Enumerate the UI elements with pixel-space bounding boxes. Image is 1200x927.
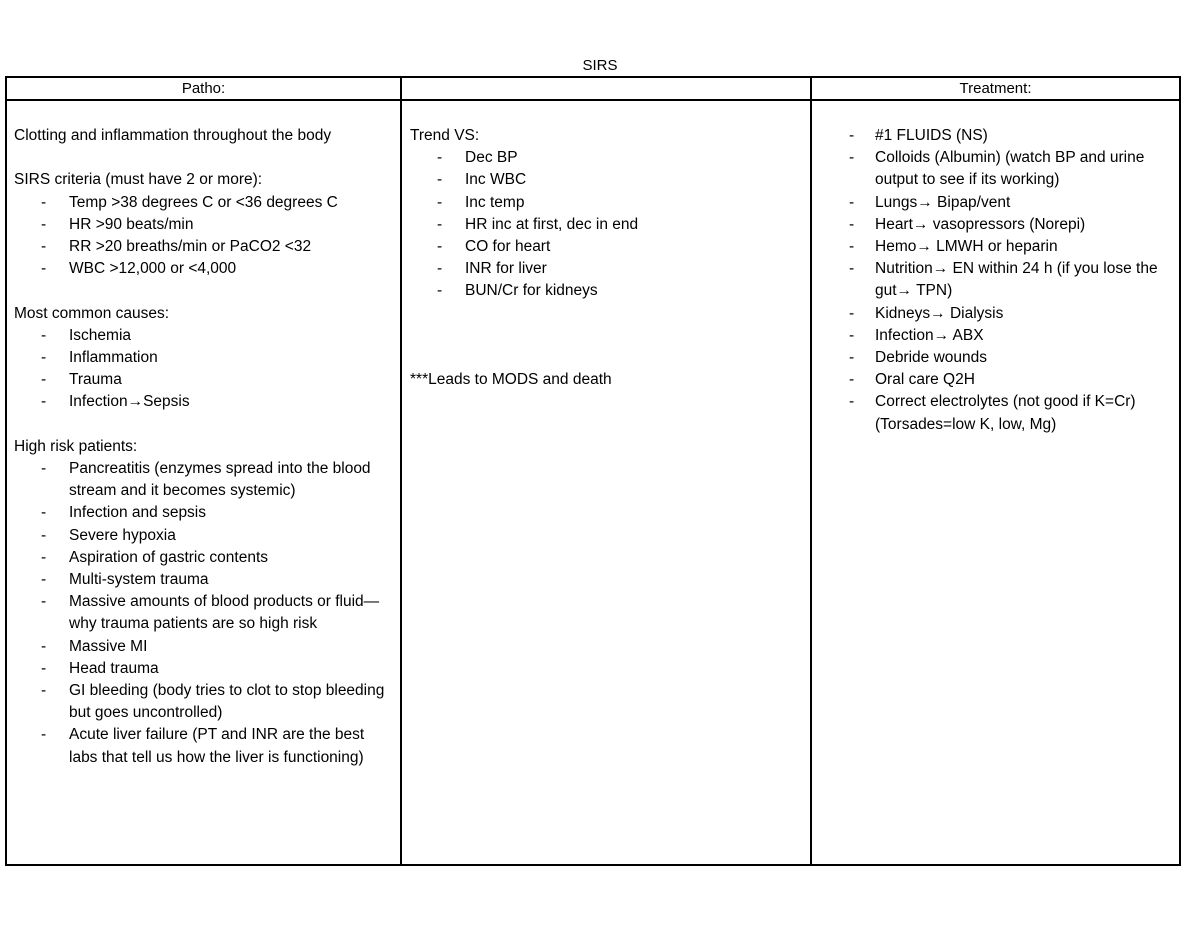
list-item: - Hemo→ LMWH or heparin (849, 238, 1058, 256)
list-item: - Aspiration of gastric contents (41, 548, 269, 566)
list-item: - HR >90 beats/min (41, 215, 194, 233)
list-item: - Debride wounds (849, 349, 988, 367)
list-item: - Multi-system trauma (41, 571, 209, 589)
list-item: - Inc WBC (437, 171, 527, 189)
list-item: - RR >20 breaths/min or PaCO2 <32 (41, 238, 312, 255)
list-item: - Temp >38 degrees C or <36 degrees C (41, 193, 338, 211)
list-item: - Ischemia (41, 326, 132, 344)
list-item: - Dec BP (437, 149, 518, 167)
patho-cell (6, 100, 401, 865)
list-item: - Severe hypoxia (41, 526, 176, 544)
treatment-header: Treatment: (811, 77, 1180, 100)
list-item: - Correct electrolytes (not good if K=Cr) (Torsades=low K, low, Mg) (849, 393, 1136, 433)
causes-heading: Most common causes: (14, 304, 170, 322)
trend-note: ***Leads to MODS and death (410, 371, 612, 389)
list-item: - GI bleeding (body tries to clot to stop bleeding but goes uncontrolled) (41, 682, 385, 722)
patho-intro: Clotting and inflammation throughout the body (14, 127, 332, 144)
criteria-heading: SIRS criteria (must have 2 or more): (14, 171, 263, 189)
list-item: - CO for heart (437, 238, 551, 256)
content-row (6, 100, 1180, 865)
list-item: - Infection and sepsis (41, 504, 207, 522)
treatment-list (817, 125, 1175, 436)
page-title: SIRS (582, 57, 618, 74)
list-item: - Nutrition→ EN within 24 h (if you lose the gut→ TPN) (849, 260, 1158, 300)
trend-cell (401, 100, 811, 865)
list-item: - Kidneys→ Dialysis (849, 304, 1004, 322)
list-item: - Heart→ vasopressors (Norepi) (849, 215, 1086, 233)
patho-header: Patho: (6, 77, 401, 100)
list-item: - Lungs→ Bipap/vent (849, 193, 1011, 211)
list-item: - WBC >12,000 or <4,000 (41, 260, 237, 278)
trend-heading: Trend VS: (410, 127, 480, 144)
list-item: - INR for liver (437, 260, 547, 278)
treatment-cell (811, 100, 1180, 865)
list-item: - Massive MI (41, 637, 148, 655)
list-item: - Pancreatitis (enzymes spread into the blood stream and it becomes systemic) (41, 460, 371, 500)
list-item: - #1 FLUIDS (NS) (849, 127, 988, 144)
list-item: - HR inc at first, dec in end (437, 215, 639, 233)
sirs-table (5, 76, 1181, 866)
causes-list (14, 325, 396, 414)
list-item: - Acute liver failure (PT and INR are the best labs that tell us how the liver is functioning) (41, 726, 365, 766)
list-item: - Oral care Q2H (849, 371, 975, 389)
list-item: - Infection→Sepsis (41, 393, 190, 411)
list-item: - Infection→ ABX (849, 326, 984, 344)
list-item: - Inflammation (41, 349, 158, 366)
list-item: - Inc temp (437, 193, 525, 211)
middle-header (401, 77, 811, 100)
list-item: - Head trauma (41, 659, 159, 677)
criteria-list (14, 192, 396, 281)
trend-list (410, 147, 806, 302)
list-item: - Massive amounts of blood products or fluid—why trauma patients are so high risk (41, 593, 380, 633)
risk-heading: High risk patients: (14, 437, 138, 455)
list-item: - BUN/Cr for kidneys (437, 282, 598, 300)
list-item: - Trauma (41, 371, 122, 389)
list-item: - Colloids (Albumin) (watch BP and urine output to see if its working) (849, 149, 1145, 189)
header-row (6, 77, 1180, 100)
risk-list (14, 458, 396, 769)
